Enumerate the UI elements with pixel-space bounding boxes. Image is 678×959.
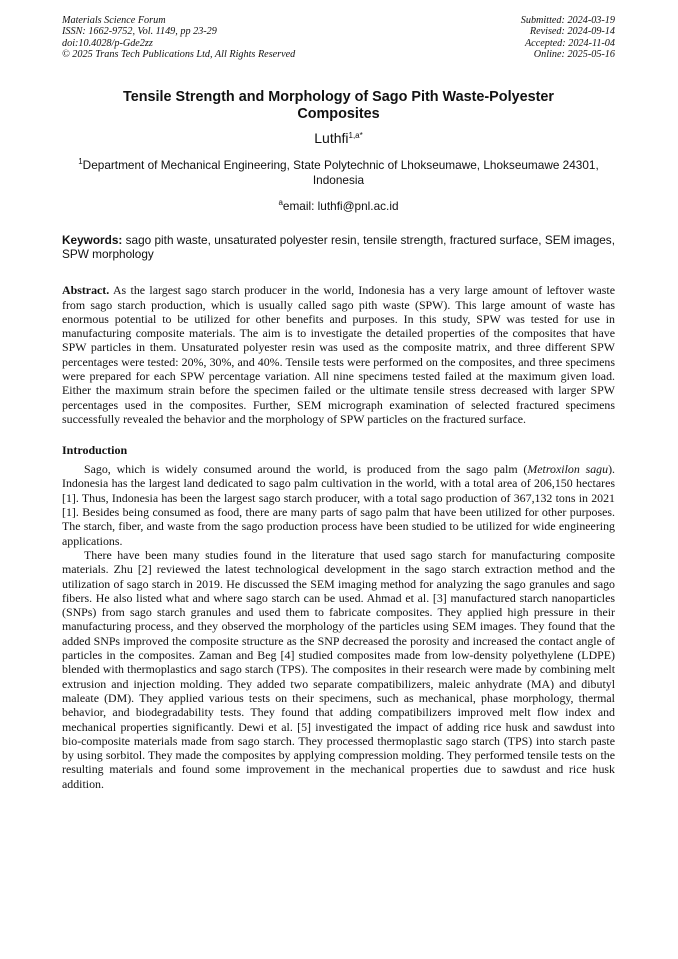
intro-p1-species: Metroxilon sagu [527,462,609,477]
abstract-text: As the largest sago starch producer in the world, Indonesia has a very large amount of leftover waste from sago starch production, which is usually called sago pith waste (SPW). This large amount of waste has enormous potential to be utilized for other benefits and purposes. In this study, SPW was tested for use in manufacturing composite materials. The aim is to investigate the detailed properties of the composites that have SPW particles in them. Unsaturated polyester resin was used as the composite matrix, and three different SPW percentages were tested: 20%, 30%, and 40%. Tensile tests were performed on the composites, and three specimens were prepared for each SPW percentage variation. All nine specimens tested failed at the maximum given load. Either the maximum strain before the specimen failed or the ultimate tensile stress decreased with larger SPW percentages used in the composites. Further, SEM micrograph examination of selected fractured specimens successfully revealed the behavior and the morphology of SPW particles on the fractured surface. [62,283,615,426]
copyright-notice: © 2025 Trans Tech Publications Ltd, All Rights Reserved [62,49,296,61]
abstract [62,283,615,426]
affiliation-text: Department of Mechanical Engineering, State Polytechnic of Lhokseumawe, Lhokseumawe 24301, Indonesia [82,157,599,187]
affiliation-superscript: 1 [78,156,83,166]
online-date: Online: 2025-05-16 [533,49,615,61]
email-superscript: a [278,197,283,207]
accepted-date: Accepted: 2024-11-04 [524,37,615,49]
journal-name: Materials Science Forum [62,15,166,26]
submitted-date: Submitted: 2024-03-19 [520,15,615,26]
journal-info [62,15,295,61]
journal-issn: ISSN: 1662-9752, Vol. 1149, pp 23-29 [62,26,217,38]
paper-title: Tensile Strength and Morphology of Sago Pith Waste-Polyester Composites [123,88,554,123]
keywords-text: sago pith waste, unsaturated polyester resin, tensile strength, fractured surface, SEM images, SPW morphology [62,232,615,262]
paper-page [62,15,615,791]
email-text[interactable]: email: luthfi@pnl.ac.id [282,198,399,213]
introduction-heading: Introduction [62,443,128,458]
author-line [62,130,615,146]
author-email [62,198,615,213]
keywords-label: Keywords: [62,232,123,247]
affiliation [72,154,605,188]
author-superscript: 1,a* [348,130,363,140]
journal-header [62,15,615,61]
intro-p1-rest: ). Indonesia has the largest land dedicated to sago palm cultivation in the world, with a total area of 206,150 hectares [1]. Thus, Indonesia has been the largest sago starch producer, with a total sago production of 367,132 tons in 2021 [1]. Besides being consumed as food, there are many parts of sago palm that have been utilized for other purposes. The starch, fiber, and waste from the sago production process have been studied to be utilized for wide engineering applications. [62,462,615,548]
author-name: Luthfi [314,129,349,146]
publication-dates [521,15,615,61]
introduction-paragraph-1 [62,462,615,548]
introduction-paragraph-2: There have been many studies found in the literature that used sago starch for manufacturing composite materials. Zhu [2] reviewed the latest technological development in the sago starch extraction method and the utilization of sago starch in 2019. He discussed the SEM imaging method for analyzing the sago granules and sago fibers. He also listed what and where sago starch can be used. Ahmad et al. [3] manufactured starch nanoparticles (SNPs) from sago starch granules and used them to fabricate composites. They applied high pressure in their manufacturing process, and they observed the morphology of the particles using SEM images. They found that the added SNPs improved the composite structure as the SNP decreased the porosity and increased the contact angle of particles in the composites. Zaman and Beg [4] studied composites made from low-density polyethylene (LDPE) blended with thermoplastics and sago starch (TPS). The composites in their research were made by combining melt extrusion and injection molding. They added two separate compatibilizers, maleic anhydrate (MA) and dibutyl maleate (DM). They applied various tests on their specimens, such as mechanical, phase morphology, thermal behavior, and biodegradability tests. They found that adding compatibilizers improved melt flow index and mechanical properties significantly. Dewi et al. [5] investigated the impact of adding rice husk and sawdust into bio-composite materials made from sago starch. They processed thermoplastic sago starch (TPS) into starch paste by using sorbitol. They made the composites by applying compression molding. They performed tensile tests on the resulting materials and found some improvement in the mechanical properties due to sawdust and rice husk addition. [62,547,615,791]
revised-date: Revised: 2024-09-14 [529,26,615,38]
intro-p1-start: Sago, which is widely consumed around the world, is produced from the sago palm ( [84,462,528,477]
journal-doi[interactable]: doi:10.4028/p-Gde2zz [62,37,153,49]
abstract-label: Abstract. [62,283,110,298]
keywords [62,233,615,263]
